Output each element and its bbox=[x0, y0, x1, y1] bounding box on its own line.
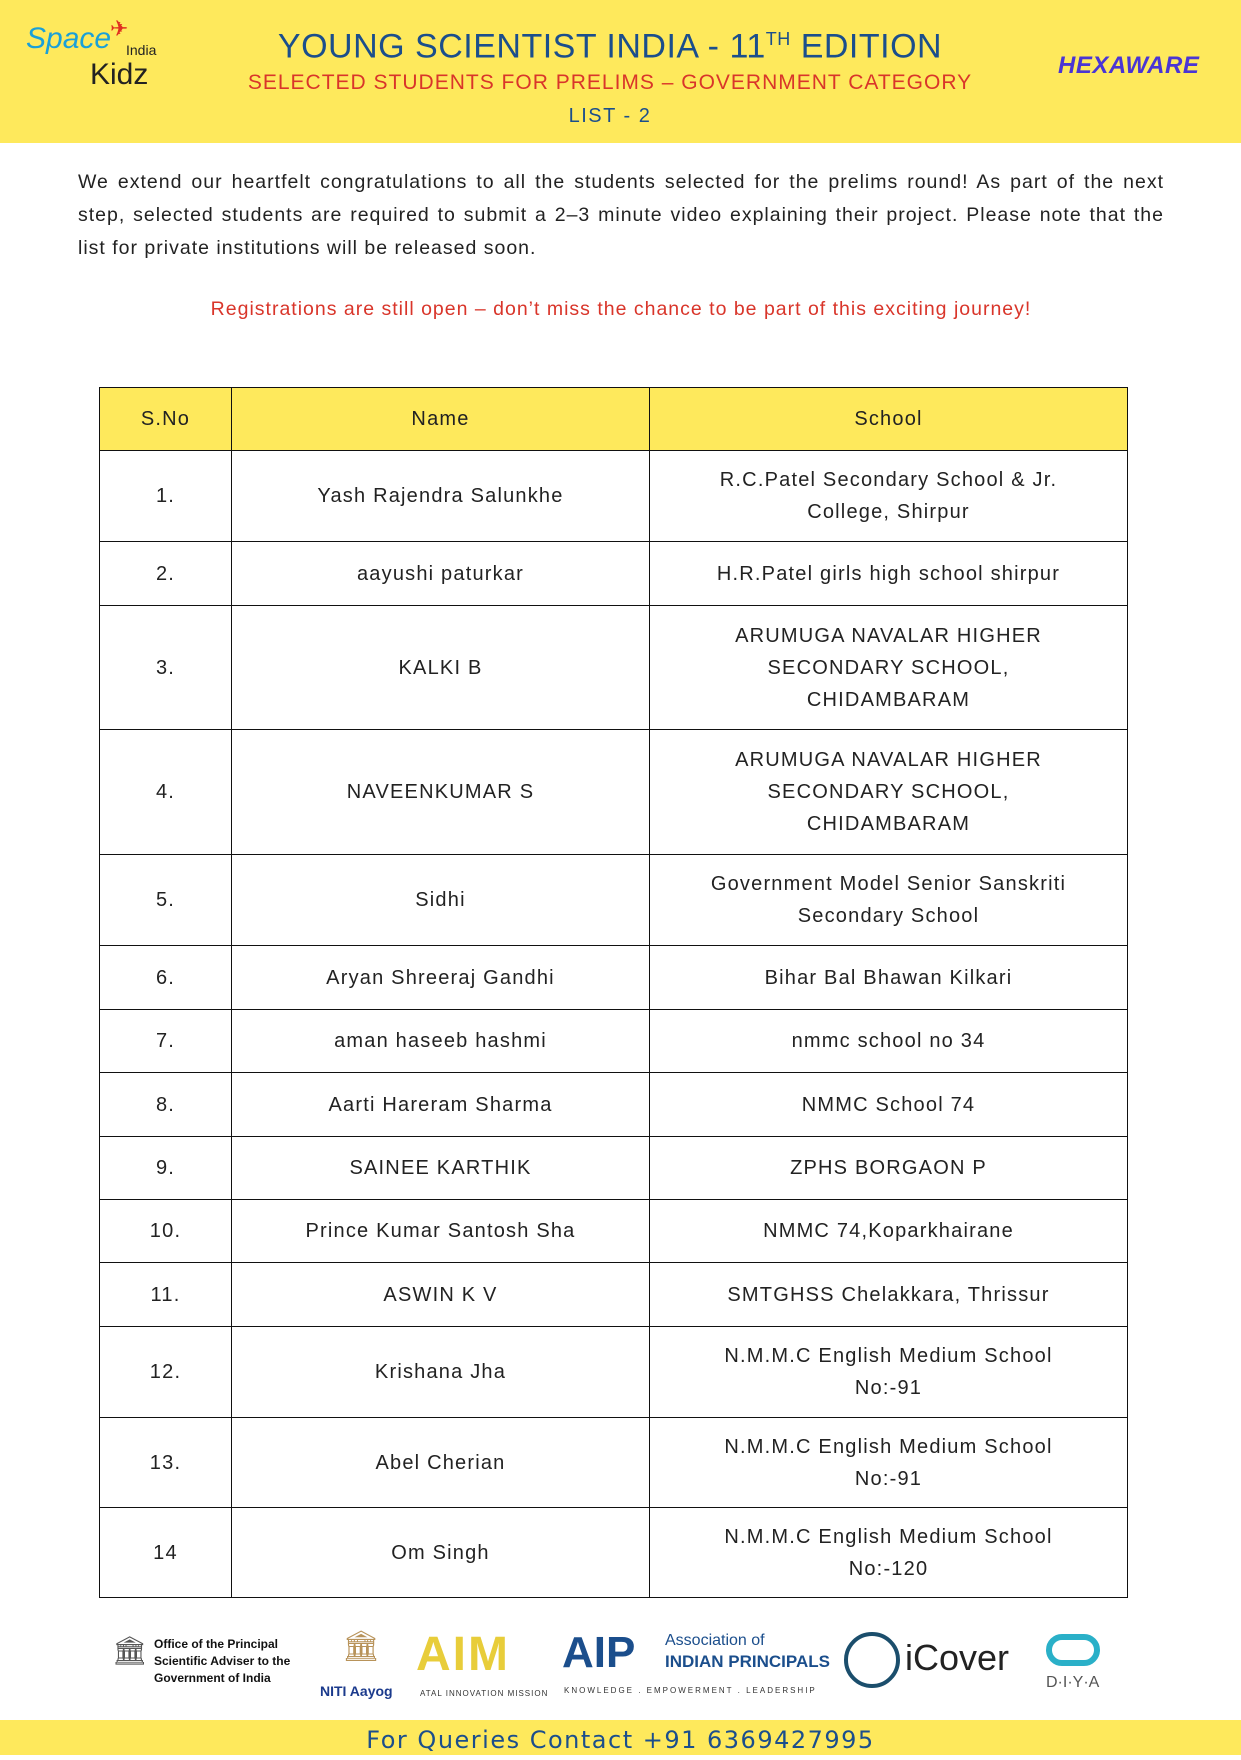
niti-aayog-logo: NITI Aayog bbox=[320, 1683, 393, 1699]
cell-school: NMMC 74,Koparkhairane bbox=[650, 1200, 1128, 1263]
table-row bbox=[100, 1010, 1128, 1073]
cell-sno: 4. bbox=[100, 730, 232, 855]
intro-text: We extend our heartfelt congratulations to all the students selected for the prelims round! As part of the next step, selected students are required to submit a 2–3 minute video explaining their project. Please note that the list for private institutions will be released soon. bbox=[78, 171, 1164, 259]
cell-sno: 9. bbox=[100, 1137, 232, 1200]
table-row bbox=[100, 855, 1128, 946]
cell-school: N.M.M.C English Medium School No:-91 bbox=[650, 1418, 1128, 1508]
cell-sno: 3. bbox=[100, 606, 232, 730]
selected-students-table bbox=[99, 387, 1128, 1598]
cell-school: SMTGHSS Chelakkara, Thrissur bbox=[650, 1263, 1128, 1327]
table-row bbox=[100, 606, 1128, 730]
table-row bbox=[100, 946, 1128, 1010]
header-name: Name bbox=[232, 388, 650, 451]
aip-logo: AIP bbox=[562, 1628, 636, 1677]
cell-sno: 2. bbox=[100, 542, 232, 606]
emblem-icon: 🏛 bbox=[342, 1630, 381, 1663]
aip-tagline: KNOWLEDGE . EMPOWERMENT . LEADERSHIP bbox=[564, 1686, 817, 1695]
cell-school: ARUMUGA NAVALAR HIGHER SECONDARY SCHOOL, CHIDAMBARAM bbox=[650, 606, 1128, 730]
cell-school: Bihar Bal Bhawan Kilkari bbox=[650, 946, 1128, 1010]
cell-name: aayushi paturkar bbox=[232, 542, 650, 606]
icover-tree-icon bbox=[844, 1632, 900, 1688]
list-label: LIST - 2 bbox=[568, 105, 652, 127]
cell-name: aman haseeb hashmi bbox=[232, 1010, 650, 1073]
cell-school: H.R.Patel girls high school shirpur bbox=[650, 542, 1128, 606]
cell-school: Government Model Senior Sanskriti Secondary School bbox=[650, 855, 1128, 946]
table-row bbox=[100, 1137, 1128, 1200]
cell-sno: 7. bbox=[100, 1010, 232, 1073]
table-row bbox=[100, 1263, 1128, 1327]
cell-school: N.M.M.C English Medium School No:-91 bbox=[650, 1327, 1128, 1418]
hexaware-logo: HEXAWARE bbox=[1058, 52, 1200, 79]
space-kidz-logo: Space Kidz India ✈ bbox=[26, 17, 157, 91]
cell-name: Om Singh bbox=[232, 1508, 650, 1598]
aim-logo: ATAL INNOVATION MISSION bbox=[420, 1689, 549, 1698]
table-row bbox=[100, 1200, 1128, 1263]
cell-sno: 5. bbox=[100, 855, 232, 946]
psa-logo: Office of the Principal Scientific Adviser to the Government of India bbox=[154, 1637, 291, 1685]
cell-school: ARUMUGA NAVALAR HIGHER SECONDARY SCHOOL, CHIDAMBARAM bbox=[650, 730, 1128, 855]
header-school: School bbox=[650, 388, 1128, 451]
cell-name: Abel Cherian bbox=[232, 1418, 650, 1508]
emblem-icon: 🏛 bbox=[112, 1635, 148, 1666]
table-row bbox=[100, 542, 1128, 606]
diya-loop-icon bbox=[1046, 1634, 1100, 1666]
table-row bbox=[100, 1508, 1128, 1598]
cell-sno: 13. bbox=[100, 1418, 232, 1508]
cell-name: Sidhi bbox=[232, 855, 650, 946]
table-row bbox=[100, 730, 1128, 855]
cell-sno: 6. bbox=[100, 946, 232, 1010]
cell-sno: 1. bbox=[100, 451, 232, 542]
cell-sno: 10. bbox=[100, 1200, 232, 1263]
header-banner bbox=[0, 0, 1241, 143]
page-title: YOUNG SCIENTIST INDIA - 11TH EDITION bbox=[277, 27, 943, 66]
cell-school: N.M.M.C English Medium School No:-120 bbox=[650, 1508, 1128, 1598]
table-row bbox=[100, 1327, 1128, 1418]
page-subtitle: SELECTED STUDENTS FOR PRELIMS – GOVERNMENT CATEGORY bbox=[247, 71, 973, 94]
cell-name: Prince Kumar Santosh Sha bbox=[232, 1200, 650, 1263]
cell-school: R.C.Patel Secondary School & Jr. College, Shirpur bbox=[650, 451, 1128, 542]
header-sno: S.No bbox=[100, 388, 232, 451]
aip-line2: INDIAN PRINCIPALS bbox=[665, 1652, 830, 1671]
icover-logo: iCover bbox=[905, 1637, 1010, 1678]
cell-name: SAINEE KARTHIK bbox=[232, 1137, 650, 1200]
intro-section bbox=[78, 166, 1164, 323]
table-row bbox=[100, 1418, 1128, 1508]
aim-mark-icon: AIM bbox=[416, 1628, 510, 1681]
cell-school: NMMC School 74 bbox=[650, 1073, 1128, 1137]
cell-name: NAVEENKUMAR S bbox=[232, 730, 650, 855]
table-row bbox=[100, 1073, 1128, 1137]
cell-name: Krishana Jha bbox=[232, 1327, 650, 1418]
cell-school: ZPHS BORGAON P bbox=[650, 1137, 1128, 1200]
diya-logo: D·I·Y·A bbox=[1046, 1674, 1100, 1691]
cell-name: KALKI B bbox=[232, 606, 650, 730]
registration-notice: Registrations are still open – don’t miss the chance to be part of this exciting journey! bbox=[210, 298, 1032, 320]
footer-contact: For Queries Contact +91 6369427995 bbox=[0, 1720, 1241, 1755]
cell-sno: 8. bbox=[100, 1073, 232, 1137]
cell-sno: 11. bbox=[100, 1263, 232, 1327]
aip-line1: Association of bbox=[665, 1632, 765, 1649]
cell-name: Aarti Hareram Sharma bbox=[232, 1073, 650, 1137]
table-row bbox=[100, 451, 1128, 542]
cell-name: Yash Rajendra Salunkhe bbox=[232, 451, 650, 542]
cell-sno: 14 bbox=[100, 1508, 232, 1598]
partner-logos bbox=[0, 1630, 1241, 1720]
cell-school: nmmc school no 34 bbox=[650, 1010, 1128, 1073]
cell-sno: 12. bbox=[100, 1327, 232, 1418]
cell-name: Aryan Shreeraj Gandhi bbox=[232, 946, 650, 1010]
cell-name: ASWIN K V bbox=[232, 1263, 650, 1327]
